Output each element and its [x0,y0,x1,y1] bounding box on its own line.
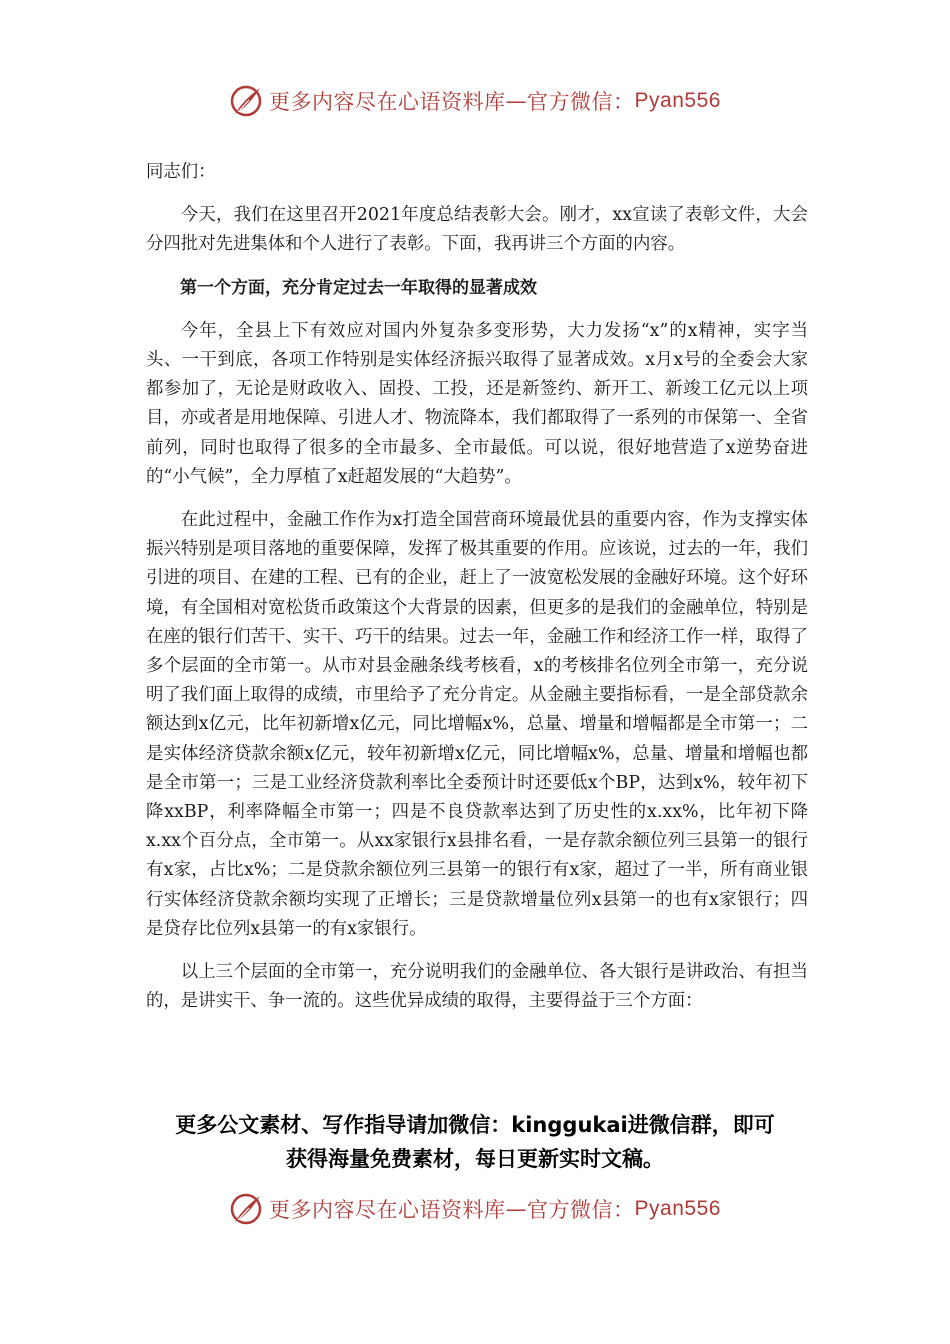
banner-dash: — [505,89,528,113]
banner-wechat-label: 官方微信： [527,90,635,114]
footer-banner [0,1192,950,1226]
section-heading: 第一个方面，充分肯定过去一年取得的显著成效 [180,277,537,298]
quill-logo-icon [229,1192,263,1226]
intro-paragraph: 今天，我们在这里召开2021年度总结表彰大会。刚才，xx宣读了表彰文件，大会分四批对先进集体和个人进行了表彰。下面，我再讲三个方面的内容。 [146,205,808,255]
banner-site-name: 更多内容尽在心语资料库 [269,90,506,114]
greeting: 同志们： [146,162,216,182]
quill-logo-icon [229,84,263,118]
promo-line-2: 获得海量免费素材，每日更新实时文稿。 [286,1147,664,1171]
banner-account: Pyan556 [634,1197,721,1220]
promo-line-1: 更多公文素材、写作指导请加微信：kinggukai进微信群，即可 [175,1113,775,1137]
body-paragraph-1: 今年，全县上下有效应对国内外复杂多变形势，大力发扬“x”的x精神，实字当头、一干到底，各项工作特别是实体经济振兴取得了显著成效。x月x号的全委会大家都参加了，无论是财政收入、固投、工投，还是新签约、新开工、新竣工亿元以上项目，亦或者是用地保障、引进人才、物流降本，我们都取得了一系列的市保第一、全省前列，同时也取得了很多的全市最多、全市最低。可以说，很好地营造了x逆势奋进的“小气候”，全力厚植了x赶超发展的“大趋势”。 [146,320,808,487]
body-paragraph-2: 在此过程中，金融工作作为x打造全国营商环境最优县的重要内容，作为支撑实体振兴特别是项目落地的重要保障，发挥了极其重要的作用。应该说，过去的一年，我们引进的项目、在建的工程、已有的企业，赶上了一波宽松发展的金融好环境。这个好环境，有全国相对宽松货币政策这个大背景的因素，但更多的是我们的金融单位，特别是在座的银行们苦干、实干、巧干的结果。过去一年，金融工作和经济工作一样，取得了多个层面的全市第一。从市对县金融条线考核看，x的考核排名位列全市第一，充分说明了我们面上取得的成绩，市里给予了充分肯定。从金融主要指标看，一是全部贷款余额达到x亿元，比年初新增x亿元，同比增幅x%，总量、增量和增幅都是全市第一；二是实体经济贷款余额x亿元，较年初新增x亿元，同比增幅x%，总量、增量和增幅也都是全市第一；三是工业经济贷款利率比全委预计时还要低x个BP，达到x%，较年初下降xxBP，利率降幅全市第一；四是不良贷款率达到了历史性的x.xx%，比年初下降x.xx个百分点，全市第一。从xx家银行x县排名看，一是存款余额位列三县第一的银行有x家，占比x%；二是贷款余额位列三县第一的银行有x家，超过了一半，所有商业银行实体经济贷款余额均实现了正增长；三是贷款增量位列x县第一的也有x家银行；四是贷存比位列x县第一的有x家银行。 [146,510,808,939]
banner-account: Pyan556 [634,89,721,112]
body-paragraph-3: 以上三个层面的全市第一，充分说明我们的金融单位、各大银行是讲政治、有担当的，是讲实干、争一流的。这些优异成绩的取得，主要得益于三个方面： [146,962,808,1012]
banner-wechat-label: 官方微信： [527,1198,635,1222]
banner-dash: — [505,1197,528,1221]
banner-site-name: 更多内容尽在心语资料库 [269,1198,506,1222]
promo-text [130,1108,820,1176]
document-body [146,158,808,1030]
header-banner [0,84,950,118]
